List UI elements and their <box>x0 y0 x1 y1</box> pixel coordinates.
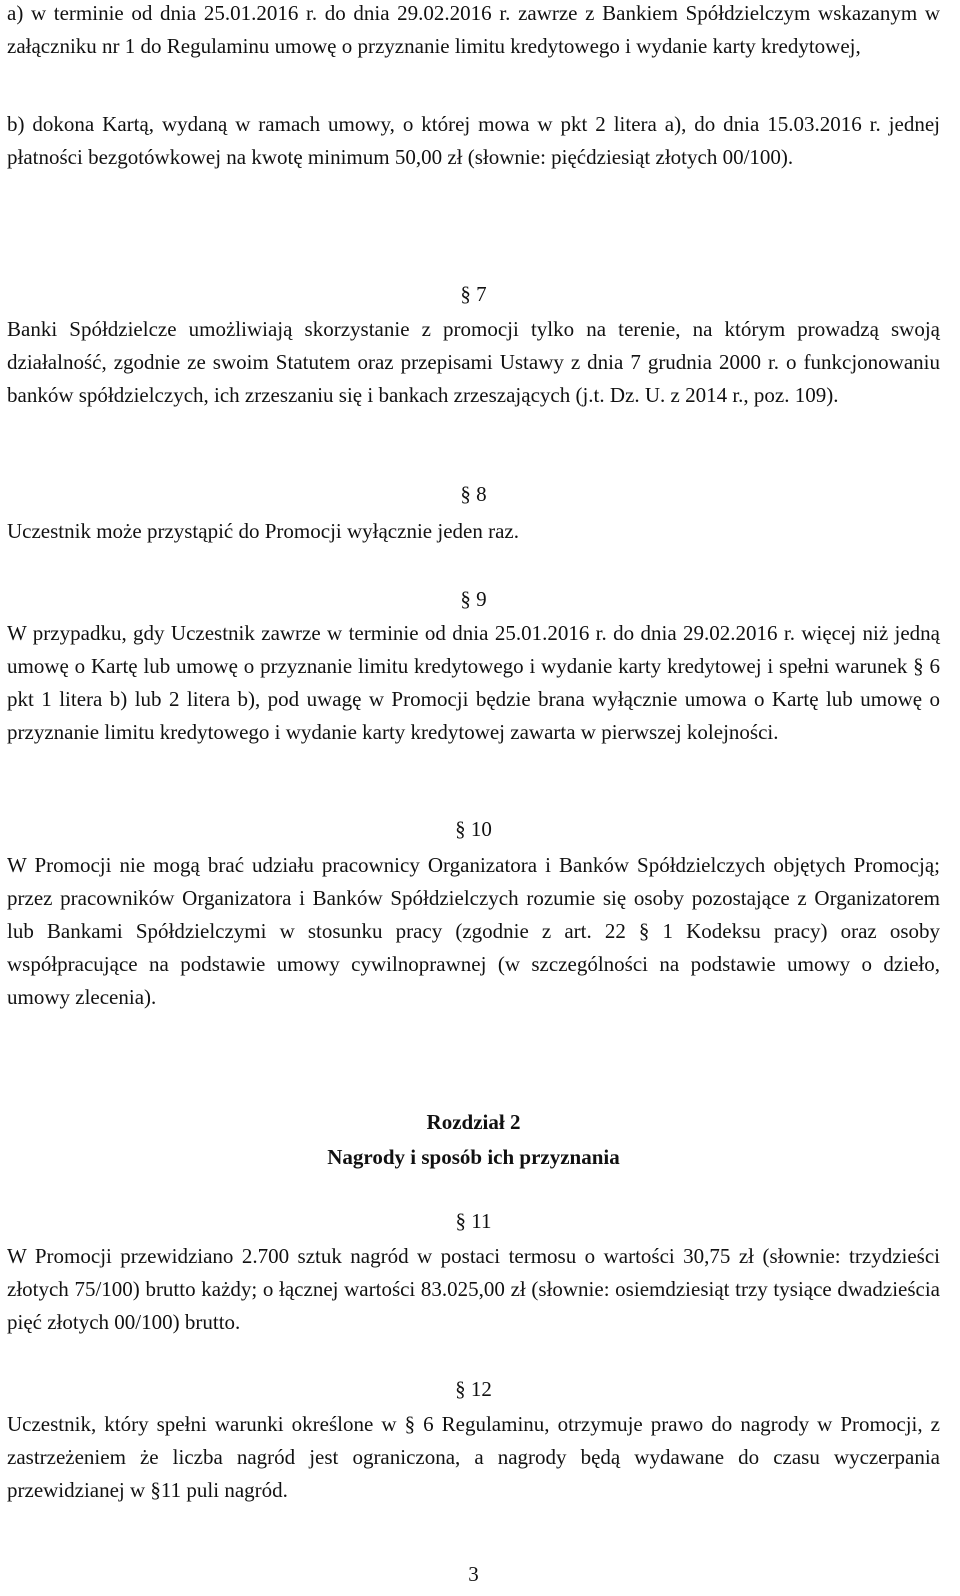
section-10-text: W Promocji nie mogą brać udziału pracownicy Organizatora i Banków Spółdzielczych objętych Promocją; przez pracowników Organizatora i Banków Spółdzielczych rozumie się osoby pozostające z Organizatorem lub Bankami Spółdzielczymi w stosunku pracy (zgodnie z art. 22 § 1 Kodeksu pracy) oraz osoby współpracujące na podstawie umowy cywilnoprawnej (w szczególności na podstawie umowy o dzieło, umowy zlecenia). <box>7 853 940 1009</box>
section-9-text: W przypadku, gdy Uczestnik zawrze w terminie od dnia 25.01.2016 r. do dnia 29.02.2016 r. więcej niż jedną umowę o Kartę lub umowę o przyznanie limitu kredytowego i wydanie karty kredytowej i spełni warunek § 6 pkt 1 litera b) lub 2 litera b), pod uwagę w Promocji będzie brana wyłącznie umowa o Kartę lub umowę o przyznanie limitu kredytowego i wydanie karty kredytowej zawarta w pierwszej kolejności. <box>7 621 940 744</box>
item-a: a) w terminie od dnia 25.01.2016 r. do dnia 29.02.2016 r. zawrze z Bankiem Spółdzielczym wskazanym w załączniku nr 1 do Regulaminu umowę o przyznanie limitu kredytowego i wydanie karty kredytowej, <box>7 1 940 58</box>
section-11-heading: § 11 <box>455 1209 492 1233</box>
chapter-title: Nagrody i sposób ich przyznania <box>327 1145 620 1169</box>
section-12-text: Uczestnik, który spełni warunki określone w § 6 Regulaminu, otrzymuje prawo do nagrody w Promocji, z zastrzeżeniem że liczba nagród jest ograniczona, a nagrody będą wydawane do czasu wyczerpania przewidzianej w §11 puli nagród. <box>7 1412 940 1502</box>
section-8-text: Uczestnik może przystąpić do Promocji wyłącznie jeden raz. <box>7 519 519 543</box>
section-10-heading: § 10 <box>455 817 492 841</box>
document-page <box>7 0 940 1596</box>
page-number: 3 <box>468 1562 479 1586</box>
section-8-heading: § 8 <box>460 482 487 506</box>
section-7-heading: § 7 <box>460 282 487 306</box>
section-12-heading: § 12 <box>455 1377 492 1401</box>
section-9-heading: § 9 <box>460 587 487 611</box>
section-11-text: W Promocji przewidziano 2.700 sztuk nagród w postaci termosu o wartości 30,75 zł (słownie: trzydzieści złotych 75/100) brutto każdy; o łącznej wartości 83.025,00 zł (słownie: osiemdziesiąt trzy tysiące dwadzieścia pięć złotych 00/100) brutto. <box>7 1244 940 1334</box>
section-7-text: Banki Spółdzielcze umożliwiają skorzystanie z promocji tylko na terenie, na którym prowadzą swoją działalność, zgodnie ze swoim Statutem oraz przepisami Ustawy z dnia 7 grudnia 2000 r. o funkcjonowaniu banków spółdzielczych, ich zrzeszaniu się i bankach zrzeszających (j.t. Dz. U. z 2014 r., poz. 109). <box>7 317 940 407</box>
chapter-number: Rozdział 2 <box>426 1110 521 1134</box>
item-b: b) dokona Kartą, wydaną w ramach umowy, o której mowa w pkt 2 litera a), do dnia 15.03.2016 r. jednej płatności bezgotówkowej na kwotę minimum 50,00 zł (słownie: pięćdziesiąt złotych 00/100). <box>7 112 940 169</box>
